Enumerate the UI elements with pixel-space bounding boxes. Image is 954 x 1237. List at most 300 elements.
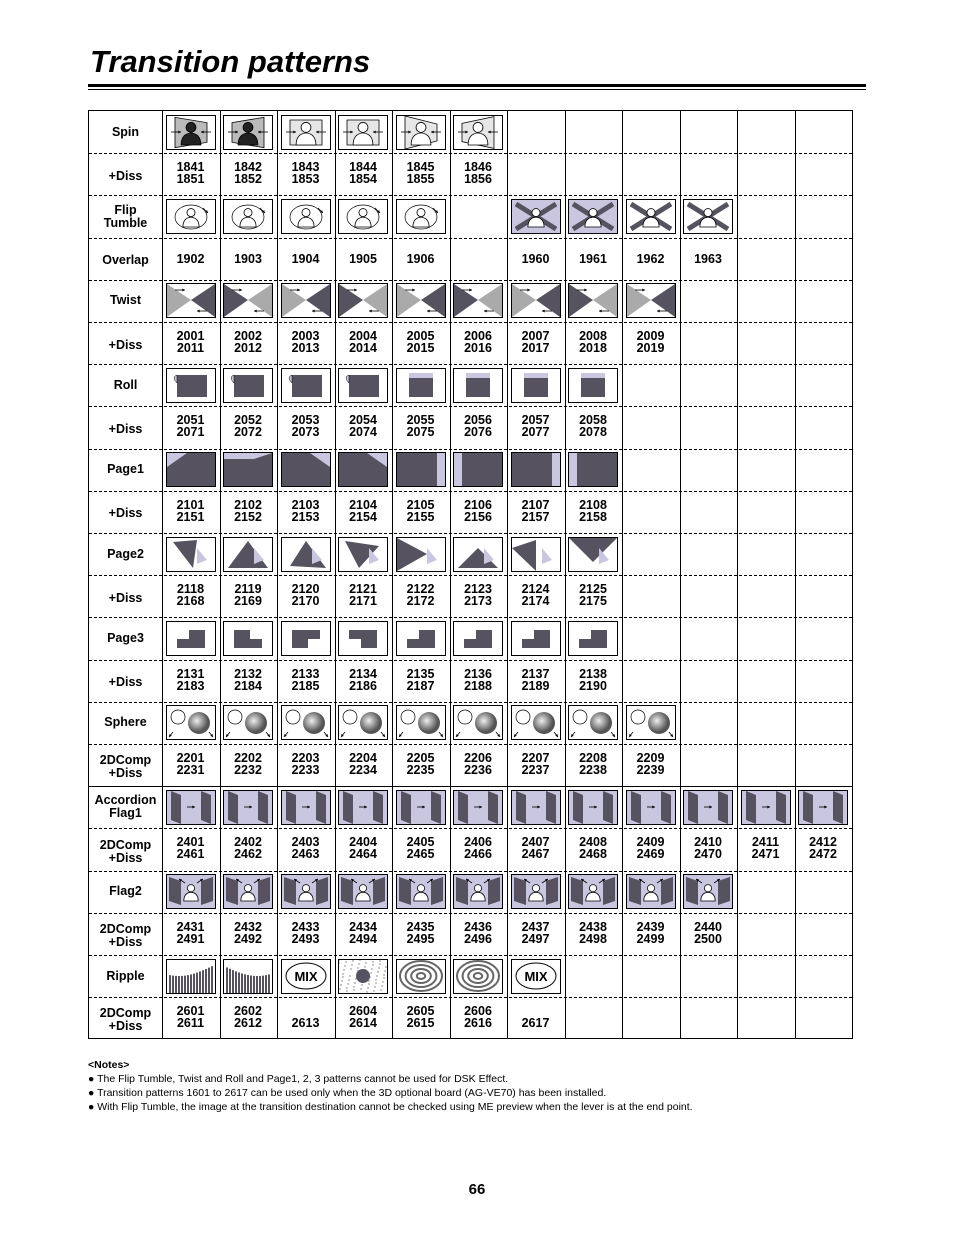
pattern-thumbnail[interactable] [511, 959, 561, 994]
pattern-thumbnail[interactable] [453, 874, 503, 909]
pattern-code [392, 583, 449, 607]
pattern-number: 2105 [406, 497, 435, 512]
pattern-number: 2470 [694, 847, 722, 862]
pattern-number: 2466 [464, 847, 492, 862]
pattern-number: 2410 [694, 835, 722, 850]
pattern-number: 2440 [694, 919, 722, 934]
pattern-code [622, 253, 679, 265]
pattern-number: 2606 [464, 1004, 492, 1019]
pattern-thumbnail[interactable] [166, 283, 216, 318]
pattern-number: 2132 [234, 666, 262, 681]
pattern-number: 2101 [176, 497, 205, 512]
pattern-number: 2188 [464, 678, 492, 693]
pattern-thumbnail[interactable] [798, 790, 848, 825]
row-divider [89, 491, 852, 492]
pattern-code [335, 668, 392, 692]
pattern-thumbnail[interactable] [166, 705, 216, 740]
pattern-thumbnail[interactable] [396, 452, 446, 487]
pattern-code [220, 1005, 277, 1029]
row-sublabel-page2: +Diss [108, 590, 143, 605]
pattern-thumbnail[interactable] [338, 199, 388, 234]
pattern-thumbnail[interactable] [223, 874, 273, 909]
pattern-number: 2186 [349, 678, 377, 693]
pattern-thumbnail[interactable] [396, 537, 446, 572]
pattern-number: 2008 [579, 329, 607, 343]
title-rule [88, 84, 866, 87]
pattern-number: 1846 [464, 160, 492, 175]
pattern-number: 1963 [694, 251, 722, 266]
pattern-thumbnail[interactable] [166, 199, 216, 234]
pattern-thumbnail[interactable] [568, 368, 618, 403]
row-label-ripple: Ripple [106, 968, 145, 983]
pattern-number: 2054 [349, 413, 377, 428]
row-sublabel-spin: +Diss [108, 168, 143, 183]
transition-pattern-table [88, 110, 853, 1039]
pattern-number: 2409 [636, 835, 665, 850]
pattern-code [507, 583, 564, 607]
pattern-thumbnail[interactable] [568, 537, 618, 572]
pattern-number: 2434 [349, 919, 377, 934]
pattern-code [220, 499, 277, 523]
pattern-code [565, 921, 622, 945]
pattern-number: 2175 [579, 594, 607, 609]
pattern-number: 2125 [579, 582, 607, 597]
pattern-number: 2206 [464, 751, 492, 765]
pattern-number: 1855 [406, 172, 435, 187]
pattern-thumbnail[interactable] [338, 621, 388, 656]
pattern-number: 2011 [176, 341, 205, 355]
pattern-number: 2106 [464, 497, 492, 512]
pattern-code [335, 161, 392, 185]
pattern-code [450, 499, 507, 523]
pattern-thumbnail[interactable] [626, 790, 676, 825]
pattern-thumbnail[interactable] [568, 874, 618, 909]
pattern-thumbnail[interactable] [338, 368, 388, 403]
pattern-thumbnail[interactable] [511, 874, 561, 909]
pattern-code [277, 330, 334, 354]
pattern-thumbnail[interactable] [511, 199, 561, 234]
pattern-number: 1842 [234, 160, 262, 175]
pattern-code [565, 668, 622, 692]
pattern-number: 1854 [349, 172, 377, 187]
pattern-thumbnail[interactable] [166, 790, 216, 825]
pattern-number: 2013 [291, 341, 320, 355]
pattern-number: 2461 [176, 847, 205, 862]
pattern-thumbnail[interactable] [223, 959, 273, 994]
pattern-number: 2462 [234, 847, 262, 862]
pattern-thumbnail[interactable] [396, 283, 446, 318]
pattern-number: 2209 [636, 751, 665, 765]
pattern-code [277, 253, 334, 265]
pattern-thumbnail[interactable] [741, 790, 791, 825]
pattern-thumbnail[interactable] [281, 115, 331, 150]
pattern-number: 2187 [406, 678, 435, 693]
pattern-thumbnail[interactable] [626, 874, 676, 909]
row-label-page1: Page1 [107, 462, 144, 477]
row-label-page2: Page2 [107, 546, 144, 561]
pattern-thumbnail[interactable] [511, 705, 561, 740]
pattern-thumbnail[interactable] [281, 705, 331, 740]
pattern-number: 2005 [406, 329, 435, 343]
pattern-thumbnail[interactable] [453, 115, 503, 150]
pattern-thumbnail[interactable] [338, 959, 388, 994]
row-divider [89, 364, 852, 365]
pattern-thumbnail[interactable] [568, 452, 618, 487]
row-divider [89, 955, 852, 956]
pattern-number: 2404 [349, 835, 377, 850]
pattern-code [162, 499, 219, 523]
pattern-number: 2053 [291, 413, 320, 428]
pattern-thumbnail[interactable] [511, 537, 561, 572]
pattern-number: 2236 [464, 763, 492, 777]
pattern-thumbnail[interactable] [453, 705, 503, 740]
pattern-code [450, 668, 507, 692]
row-label-spin: Spin [111, 124, 140, 139]
pattern-code [162, 921, 219, 945]
pattern-thumbnail[interactable] [338, 283, 388, 318]
row-divider [89, 280, 852, 281]
pattern-thumbnail[interactable] [683, 790, 733, 825]
row-sublabel-roll: +Diss [108, 422, 143, 436]
pattern-thumbnail[interactable] [338, 537, 388, 572]
pattern-thumbnail[interactable] [338, 115, 388, 150]
pattern-thumbnail[interactable] [281, 790, 331, 825]
pattern-thumbnail[interactable] [223, 199, 273, 234]
pattern-code [335, 414, 392, 438]
pattern-number: 2136 [464, 666, 492, 681]
pattern-code [450, 921, 507, 945]
pattern-number: 2437 [521, 919, 550, 934]
pattern-code [565, 583, 622, 607]
notes [88, 1058, 693, 1114]
pattern-number: 2605 [406, 1004, 435, 1019]
pattern-number: 2403 [291, 835, 320, 850]
pattern-code [507, 921, 564, 945]
pattern-number: 2016 [464, 341, 492, 355]
pattern-number: 2497 [521, 931, 550, 946]
pattern-code [450, 330, 507, 354]
row-sublabel-flag1: 2DComp +Diss [99, 837, 152, 865]
pattern-number: 2407 [521, 835, 550, 850]
pattern-number: 2231 [176, 763, 205, 777]
pattern-number: 2405 [406, 835, 435, 850]
pattern-code [622, 921, 679, 945]
pattern-number: 2169 [234, 594, 262, 609]
pattern-code [162, 161, 219, 185]
pattern-number: 2205 [406, 751, 435, 765]
pattern-number: 2491 [176, 931, 205, 946]
pattern-number: 2157 [521, 509, 550, 524]
pattern-code [622, 752, 679, 776]
pattern-thumbnail[interactable] [281, 874, 331, 909]
pattern-code [507, 668, 564, 692]
pattern-number: 2496 [464, 931, 492, 946]
pattern-number: 2156 [464, 509, 492, 524]
pattern-number: 2237 [521, 763, 550, 777]
pattern-code [565, 836, 622, 860]
pattern-code [277, 921, 334, 945]
pattern-thumbnail[interactable] [223, 115, 273, 150]
pattern-number: 2465 [406, 847, 435, 862]
pattern-number: 2617 [521, 1016, 550, 1031]
pattern-number: 2171 [349, 594, 377, 609]
pattern-thumbnail[interactable] [396, 115, 446, 150]
pattern-thumbnail[interactable] [683, 199, 733, 234]
pattern-thumbnail[interactable] [223, 283, 273, 318]
pattern-code [162, 253, 219, 265]
pattern-code [450, 836, 507, 860]
pattern-code [507, 414, 564, 438]
pattern-number: 2436 [464, 919, 492, 934]
pattern-thumbnail[interactable] [338, 452, 388, 487]
pattern-number: 2058 [579, 413, 607, 428]
pattern-thumbnail[interactable] [281, 959, 331, 994]
pattern-code [335, 330, 392, 354]
pattern-thumbnail[interactable] [568, 705, 618, 740]
pattern-thumbnail[interactable] [568, 199, 618, 234]
pattern-thumbnail[interactable] [281, 537, 331, 572]
pattern-number: 2463 [291, 847, 320, 862]
pattern-code [220, 921, 277, 945]
pattern-number: 2492 [234, 931, 262, 946]
pattern-thumbnail[interactable] [166, 621, 216, 656]
pattern-thumbnail[interactable] [511, 790, 561, 825]
pattern-number: 1902 [176, 251, 205, 266]
pattern-code [392, 752, 449, 776]
pattern-number: 2408 [579, 835, 607, 850]
pattern-code [392, 668, 449, 692]
pattern-number: 2402 [234, 835, 262, 850]
pattern-number: 2235 [406, 763, 435, 777]
pattern-number: 2078 [579, 425, 607, 440]
pattern-code [220, 668, 277, 692]
pattern-number: 1852 [234, 172, 262, 187]
pattern-number: 2073 [291, 425, 320, 440]
pattern-thumbnail[interactable] [281, 452, 331, 487]
pattern-thumbnail[interactable] [396, 199, 446, 234]
note-item: ● The Flip Tumble, Twist and Roll and Page1, 2, 3 patterns cannot be used for DSK Effect. [88, 1073, 509, 1085]
pattern-thumbnail[interactable] [511, 283, 561, 318]
pattern-code [220, 253, 277, 265]
pattern-number: 1856 [464, 172, 492, 187]
pattern-number: 2190 [579, 678, 607, 693]
row-label-flag1: Accordion Flag1 [94, 793, 157, 821]
pattern-thumbnail[interactable] [166, 115, 216, 150]
pattern-thumbnail[interactable] [281, 621, 331, 656]
row-sublabel-flag2: 2DComp +Diss [99, 921, 152, 949]
pattern-thumbnail[interactable] [166, 874, 216, 909]
pattern-code [335, 921, 392, 945]
pattern-number: 2056 [464, 413, 492, 428]
pattern-code [392, 253, 449, 265]
pattern-number: 1905 [349, 251, 377, 266]
pattern-number: 2472 [809, 847, 837, 862]
pattern-number: 2131 [176, 666, 205, 681]
pattern-number: 2003 [291, 329, 320, 343]
mix-label: MIX [293, 968, 318, 984]
pattern-number: 2138 [579, 666, 607, 681]
pattern-number: 2012 [234, 341, 262, 355]
pattern-code [220, 161, 277, 185]
title-rule-thin [88, 89, 866, 90]
pattern-code [507, 1005, 564, 1029]
pattern-number: 2134 [349, 666, 377, 681]
pattern-number: 1843 [291, 160, 320, 175]
row-sublabel-flip: Overlap [102, 253, 149, 268]
pattern-number: 1844 [349, 160, 377, 175]
pattern-number: 2158 [579, 509, 607, 524]
pattern-thumbnail[interactable] [453, 790, 503, 825]
row-divider [89, 997, 852, 998]
pattern-thumbnail[interactable] [453, 368, 503, 403]
pattern-thumbnail[interactable] [338, 790, 388, 825]
pattern-thumbnail[interactable] [166, 368, 216, 403]
pattern-thumbnail[interactable] [511, 368, 561, 403]
row-divider [89, 153, 852, 154]
pattern-code [162, 583, 219, 607]
pattern-number: 2207 [521, 751, 550, 765]
pattern-number: 2155 [406, 509, 435, 524]
pattern-number: 2184 [234, 678, 262, 693]
pattern-number: 2233 [291, 763, 320, 777]
row-divider [89, 238, 852, 239]
pattern-code [277, 1005, 334, 1029]
pattern-code [277, 836, 334, 860]
pattern-thumbnail[interactable] [396, 621, 446, 656]
pattern-thumbnail[interactable] [281, 199, 331, 234]
pattern-number: 2203 [291, 751, 320, 765]
pattern-code [277, 161, 334, 185]
pattern-thumbnail[interactable] [223, 621, 273, 656]
pattern-number: 2431 [176, 919, 205, 934]
row-label-twist: Twist [109, 293, 142, 308]
pattern-thumbnail[interactable] [568, 621, 618, 656]
pattern-code [277, 668, 334, 692]
pattern-thumbnail[interactable] [338, 705, 388, 740]
pattern-thumbnail[interactable] [166, 959, 216, 994]
pattern-code [392, 414, 449, 438]
row-divider [89, 195, 852, 196]
pattern-number: 2108 [579, 497, 607, 512]
row-divider [89, 786, 852, 787]
pattern-number: 1960 [521, 251, 550, 266]
pattern-thumbnail[interactable] [683, 874, 733, 909]
pattern-thumbnail[interactable] [453, 959, 503, 994]
pattern-code [220, 836, 277, 860]
pattern-thumbnail[interactable] [568, 283, 618, 318]
row-sublabel-page3: +Diss [108, 675, 143, 690]
pattern-number: 2601 [176, 1004, 205, 1019]
pattern-thumbnail[interactable] [511, 621, 561, 656]
page-title: Transition patterns [90, 44, 371, 79]
pattern-number: 2137 [521, 666, 550, 681]
pattern-thumbnail[interactable] [396, 874, 446, 909]
pattern-number: 2002 [234, 329, 262, 343]
pattern-thumbnail[interactable] [166, 452, 216, 487]
pattern-number: 2238 [579, 763, 607, 777]
pattern-code [335, 752, 392, 776]
pattern-thumbnail[interactable] [223, 537, 273, 572]
row-label-page3: Page3 [107, 631, 144, 645]
pattern-thumbnail[interactable] [626, 705, 676, 740]
row-sublabel-sphere: 2DComp +Diss [99, 753, 152, 781]
pattern-thumbnail[interactable] [223, 452, 273, 487]
pattern-number: 2019 [636, 341, 665, 355]
pattern-thumbnail[interactable] [568, 790, 618, 825]
pattern-thumbnail[interactable] [281, 368, 331, 403]
pattern-code [565, 499, 622, 523]
pattern-code [335, 836, 392, 860]
pattern-thumbnail[interactable] [396, 705, 446, 740]
pattern-number: 2499 [636, 931, 665, 946]
row-divider [89, 322, 852, 323]
pattern-thumbnail[interactable] [626, 283, 676, 318]
pattern-thumbnail[interactable] [223, 368, 273, 403]
row-sublabel-twist: +Diss [108, 337, 143, 352]
pattern-number: 2120 [291, 582, 320, 597]
pattern-thumbnail[interactable] [223, 705, 273, 740]
pattern-thumbnail[interactable] [453, 283, 503, 318]
pattern-thumbnail[interactable] [511, 452, 561, 487]
pattern-thumbnail[interactable] [626, 199, 676, 234]
pattern-number: 2611 [176, 1016, 205, 1031]
pattern-code [507, 752, 564, 776]
pattern-number: 2433 [291, 919, 320, 934]
pattern-thumbnail[interactable] [396, 959, 446, 994]
pattern-number: 2107 [521, 497, 550, 512]
pattern-number: 2208 [579, 751, 607, 765]
pattern-code [507, 330, 564, 354]
note-item: ● With Flip Tumble, the image at the transition destination cannot be checked using ME preview when the lever is at the end point. [88, 1101, 693, 1113]
pattern-number: 1906 [406, 251, 435, 266]
pattern-code [507, 836, 564, 860]
pattern-thumbnail[interactable] [453, 621, 503, 656]
pattern-thumbnail[interactable] [338, 874, 388, 909]
pattern-number: 2057 [521, 413, 550, 428]
pattern-number: 2001 [176, 329, 205, 343]
pattern-number: 2232 [234, 763, 262, 777]
pattern-number: 2172 [406, 594, 435, 609]
row-label-sphere: Sphere [104, 715, 147, 730]
pattern-number: 2498 [579, 931, 607, 946]
pattern-number: 2468 [579, 847, 607, 862]
pattern-number: 2432 [234, 919, 262, 934]
pattern-code [680, 253, 737, 265]
pattern-thumbnail[interactable] [396, 368, 446, 403]
page-number: 66 [468, 1181, 486, 1198]
pattern-number: 2613 [291, 1016, 320, 1031]
pattern-thumbnail[interactable] [453, 452, 503, 487]
pattern-number: 2017 [521, 341, 550, 355]
pattern-code [277, 583, 334, 607]
pattern-code [392, 921, 449, 945]
pattern-code [622, 330, 679, 354]
pattern-thumbnail[interactable] [281, 283, 331, 318]
pattern-thumbnail[interactable] [396, 790, 446, 825]
row-sublabel-ripple: 2DComp +Diss [99, 1006, 152, 1034]
pattern-thumbnail[interactable] [166, 537, 216, 572]
pattern-number: 2467 [521, 847, 550, 862]
pattern-number: 2074 [349, 425, 377, 440]
pattern-thumbnail[interactable] [223, 790, 273, 825]
pattern-thumbnail[interactable] [453, 537, 503, 572]
pattern-number: 2189 [521, 678, 550, 693]
pattern-number: 1853 [291, 172, 320, 187]
pattern-code [680, 836, 737, 860]
pattern-code [392, 1005, 449, 1029]
pattern-code [335, 253, 392, 265]
pattern-code [565, 414, 622, 438]
